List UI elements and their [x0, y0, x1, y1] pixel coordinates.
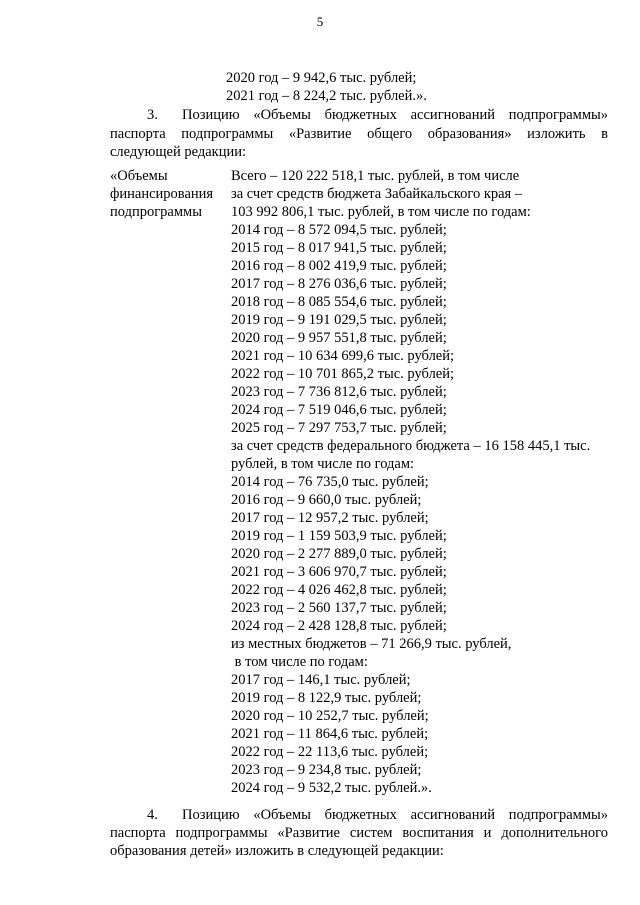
value-line: 2025 год – 7 297 753,7 тыс. рублей;: [231, 420, 447, 436]
value-line: 2020 год – 2 277 889,0 тыс. рублей;: [231, 546, 447, 562]
value-line: 2017 год – 12 957,2 тыс. рублей;: [231, 510, 429, 526]
item4-line1: Позицию «Объемы бюджетных ассигнований подпрограммы»: [182, 807, 608, 823]
item4-number: 4.: [147, 807, 158, 823]
value-line: 2014 год – 8 572 094,5 тыс. рублей;: [231, 222, 447, 238]
value-line: 2024 год – 2 428 128,8 тыс. рублей;: [231, 618, 447, 634]
table-label-line-3: подпрограммы: [110, 204, 202, 220]
value-line: Всего – 120 222 518,1 тыс. рублей, в том числе: [231, 168, 520, 184]
prev-tail-line-1: 2020 год – 9 942,6 тыс. рублей;: [226, 70, 417, 86]
item4-line2: паспорта подпрограммы «Развитие систем воспитания и дополнительного: [110, 825, 608, 841]
item3-line2: паспорта подпрограммы «Развитие общего образования» изложить в: [110, 126, 608, 142]
value-line: в том числе по годам:: [231, 654, 368, 670]
value-line: 2021 год – 11 864,6 тыс. рублей;: [231, 726, 429, 742]
item3-line3: следующей редакции:: [110, 144, 247, 160]
value-line: 2024 год – 9 532,2 тыс. рублей.».: [231, 780, 432, 796]
value-line: за счет средств бюджета Забайкальского края –: [231, 186, 523, 202]
value-line: 103 992 806,1 тыс. рублей, в том числе по годам:: [231, 204, 531, 220]
table-label-line-1: «Объемы: [110, 168, 168, 184]
value-line: 2023 год – 2 560 137,7 тыс. рублей;: [231, 600, 447, 616]
value-line: 2021 год – 3 606 970,7 тыс. рублей;: [231, 564, 447, 580]
value-line: 2015 год – 8 017 941,5 тыс. рублей;: [231, 240, 447, 256]
value-line: 2014 год – 76 735,0 тыс. рублей;: [231, 474, 429, 490]
value-line: 2017 год – 8 276 036,6 тыс. рублей;: [231, 276, 447, 292]
prev-tail-line-2: 2021 год – 8 224,2 тыс. рублей.».: [226, 88, 427, 104]
value-line: из местных бюджетов – 71 266,9 тыс. рублей,: [231, 636, 512, 652]
value-line: 2022 год – 10 701 865,2 тыс. рублей;: [231, 366, 455, 382]
value-line: 2020 год – 10 252,7 тыс. рублей;: [231, 708, 429, 724]
table-label-line-2: финансирования: [110, 186, 214, 202]
value-line: 2016 год – 9 660,0 тыс. рублей;: [231, 492, 422, 508]
item4-line3: образования детей» изложить в следующей редакции:: [110, 843, 444, 859]
value-line: 2018 год – 8 085 554,6 тыс. рублей;: [231, 294, 447, 310]
value-line: 2022 год – 4 026 462,8 тыс. рублей;: [231, 582, 447, 598]
page-number: 5: [316, 14, 324, 29]
value-line: 2020 год – 9 957 551,8 тыс. рублей;: [231, 330, 447, 346]
value-line: 2021 год – 10 634 699,6 тыс. рублей;: [231, 348, 455, 364]
value-line: 2019 год – 9 191 029,5 тыс. рублей;: [231, 312, 447, 328]
item3-number: 3.: [147, 107, 158, 123]
value-line: 2019 год – 8 122,9 тыс. рублей;: [231, 690, 422, 706]
item3-line1: Позицию «Объемы бюджетных ассигнований подпрограммы»: [182, 107, 608, 123]
value-line: 2022 год – 22 113,6 тыс. рублей;: [231, 744, 429, 760]
value-line: 2023 год – 9 234,8 тыс. рублей;: [231, 762, 422, 778]
value-line: 2023 год – 7 736 812,6 тыс. рублей;: [231, 384, 447, 400]
value-line: рублей, в том числе по годам:: [231, 456, 415, 472]
value-line: 2024 год – 7 519 046,6 тыс. рублей;: [231, 402, 447, 418]
value-line: 2016 год – 8 002 419,9 тыс. рублей;: [231, 258, 447, 274]
value-line: 2019 год – 1 159 503,9 тыс. рублей;: [231, 528, 447, 544]
value-line: за счет средств федерального бюджета – 16 158 445,1 тыс.: [231, 438, 591, 454]
value-line: 2017 год – 146,1 тыс. рублей;: [231, 672, 411, 688]
